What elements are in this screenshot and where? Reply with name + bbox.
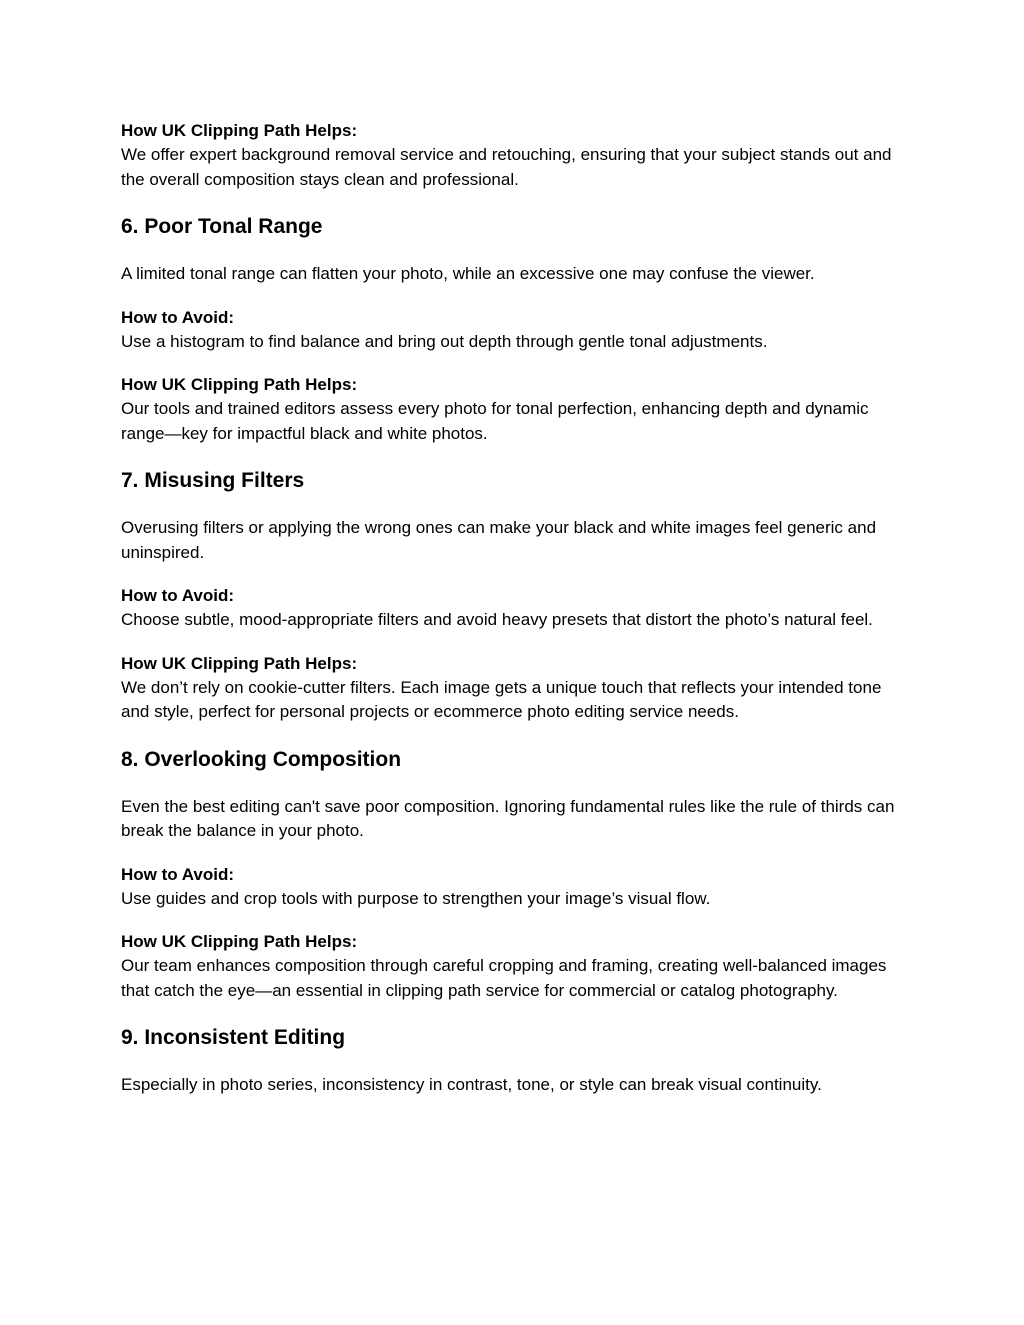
helps-paragraph: We don’t rely on cookie-cutter filters. Each image gets a unique touch that reflects your intended tone and style, perfect for personal projects or ecommerce photo editing service needs. bbox=[121, 677, 882, 721]
document-page bbox=[121, 119, 911, 1098]
helps-paragraph: Our tools and trained editors assess every photo for tonal perfection, enhancing depth and dynamic range—key for impactful black and white photos. bbox=[121, 399, 869, 443]
helps-label: How UK Clipping Path Helps: bbox=[121, 375, 358, 394]
avoid-paragraph: Use a histogram to find balance and bring out depth through gentle tonal adjustments. bbox=[121, 331, 768, 351]
helps-label: How UK Clipping Path Helps: bbox=[121, 653, 358, 673]
avoid-label: How to Avoid: bbox=[121, 307, 234, 327]
avoid-label: How to Avoid: bbox=[121, 586, 234, 605]
section-heading-6: 6. Poor Tonal Range bbox=[121, 215, 323, 238]
section-intro-paragraph: Especially in photo series, inconsistency in contrast, tone, or style can break visual continuity. bbox=[121, 1075, 822, 1094]
helps-label: How UK Clipping Path Helps: bbox=[121, 932, 358, 951]
avoid-label: How to Avoid: bbox=[121, 864, 234, 884]
section-heading-8: 8. Overlooking Composition bbox=[121, 747, 402, 771]
helps-paragraph: We offer expert background removal service and retouching, ensuring that your subject stands out and the overall composition stays clean and professional. bbox=[121, 145, 892, 189]
section-intro-paragraph: Even the best editing can't save poor composition. Ignoring fundamental rules like the rule of thirds can break the balance in your photo. bbox=[121, 796, 895, 840]
helps-label: How UK Clipping Path Helps: bbox=[121, 121, 358, 140]
section-intro-paragraph: A limited tonal range can flatten your photo, while an excessive one may confuse the viewer. bbox=[121, 264, 815, 283]
avoid-paragraph: Use guides and crop tools with purpose to strengthen your image’s visual flow. bbox=[121, 888, 711, 908]
avoid-paragraph: Choose subtle, mood-appropriate filters and avoid heavy presets that distort the photo’s natural feel. bbox=[121, 610, 873, 629]
section-heading-7: 7. Misusing Filters bbox=[121, 469, 305, 492]
helps-paragraph: Our team enhances composition through careful cropping and framing, creating well-balanced images that catch the eye—an essential in clipping path service for commercial or catalog photography. bbox=[121, 956, 887, 1000]
section-heading-9: 9. Inconsistent Editing bbox=[121, 1026, 346, 1049]
section-intro-paragraph: Overusing filters or applying the wrong ones can make your black and white images feel generic and uninspired. bbox=[121, 518, 877, 562]
